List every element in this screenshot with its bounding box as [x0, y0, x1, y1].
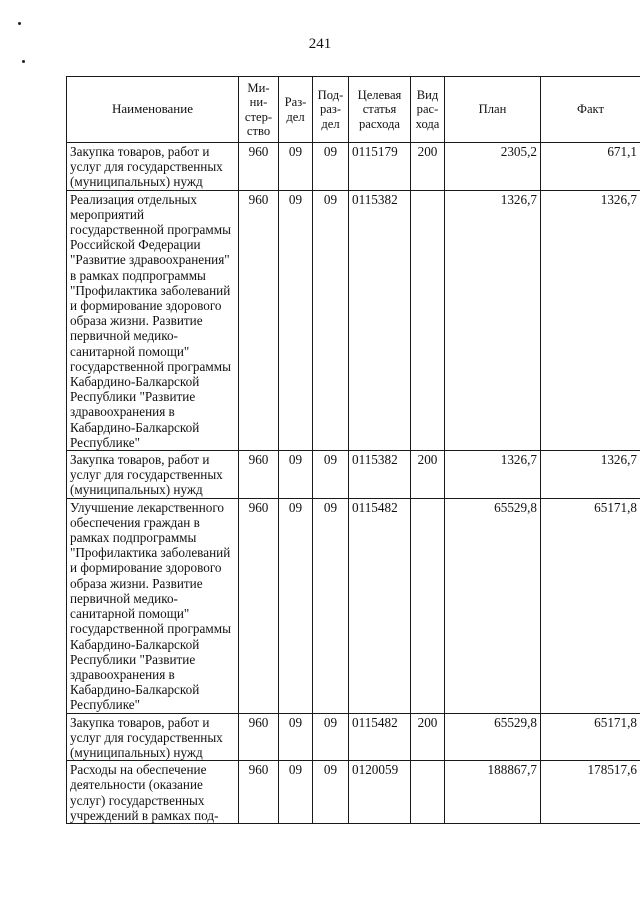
row-ministry: 960: [239, 761, 279, 824]
row-section: 09: [279, 498, 313, 713]
row-subsection: 09: [313, 713, 349, 761]
row-section: 09: [279, 190, 313, 450]
row-target: 0115382: [349, 190, 411, 450]
row-fact: 1326,7: [541, 451, 640, 499]
row-ministry: 960: [239, 143, 279, 191]
row-fact: 65171,8: [541, 713, 640, 761]
row-subsection: 09: [313, 190, 349, 450]
row-section: 09: [279, 143, 313, 191]
row-fact: 65171,8: [541, 498, 640, 713]
table-row: [67, 498, 640, 713]
row-ministry: 960: [239, 498, 279, 713]
row-ministry: 960: [239, 190, 279, 450]
row-target: 0115179: [349, 143, 411, 191]
row-subsection: 09: [313, 451, 349, 499]
row-plan: 1326,7: [445, 451, 541, 499]
row-expense-type: [411, 498, 445, 713]
row-name: Улучшение лекарственного обеспечения граждан в рамках подпрограммы "Профилактика заболеваний и формирование здорового образа жизни. Развитие первичной медико-санитарной помощи" государственной программы Кабардино-Балкарской Республики "Развитие здравоохранения в Кабардино-Балкарской Республике": [67, 498, 239, 713]
row-ministry: 960: [239, 713, 279, 761]
table-header-row: [67, 77, 640, 143]
page-number: 241: [308, 36, 332, 52]
row-expense-type: 200: [411, 143, 445, 191]
row-target: 0120059: [349, 761, 411, 824]
row-fact: 1326,7: [541, 190, 640, 450]
row-name: Закупка товаров, работ и услуг для государственных (муниципальных) нужд: [67, 143, 239, 191]
row-subsection: 09: [313, 761, 349, 824]
header-expense-type: Вид рас-хода: [411, 77, 445, 143]
row-section: 09: [279, 713, 313, 761]
row-target: 0115482: [349, 498, 411, 713]
row-subsection: 09: [313, 498, 349, 713]
row-target: 0115382: [349, 451, 411, 499]
table-row: [67, 761, 640, 824]
row-subsection: 09: [313, 143, 349, 191]
scan-mark: [22, 60, 25, 63]
row-section: 09: [279, 451, 313, 499]
row-name: Расходы на обеспечение деятельности (оказание услуг) государственных учреждений в рамках под-: [67, 761, 239, 824]
row-fact: 178517,6: [541, 761, 640, 824]
row-fact: 671,1: [541, 143, 640, 191]
row-expense-type: [411, 761, 445, 824]
row-name: Реализация отдельных мероприятий государственной программы Российской Федерации "Развитие здравоохранения" в рамках подпрограммы "Профилактика заболеваний и формирование здорового образа жизни. Развитие первичной медико-санитарной помощи" государственной программы Кабардино-Балкарской Республики "Развитие здравоохранения в Кабардино-Балкарской Республике": [67, 190, 239, 450]
row-plan: 188867,7: [445, 761, 541, 824]
row-ministry: 960: [239, 451, 279, 499]
row-plan: 2305,2: [445, 143, 541, 191]
header-name: Наименование: [67, 77, 239, 143]
row-plan: 65529,8: [445, 498, 541, 713]
row-expense-type: 200: [411, 713, 445, 761]
row-plan: 65529,8: [445, 713, 541, 761]
table-row: [67, 190, 640, 450]
row-expense-type: [411, 190, 445, 450]
row-target: 0115482: [349, 713, 411, 761]
row-plan: 1326,7: [445, 190, 541, 450]
header-fact: Факт: [541, 77, 640, 143]
row-section: 09: [279, 761, 313, 824]
row-name: Закупка товаров, работ и услуг для государственных (муниципальных) нужд: [67, 451, 239, 499]
header-subsection: Под-раз-дел: [313, 77, 349, 143]
row-expense-type: 200: [411, 451, 445, 499]
table-row: [67, 143, 640, 191]
table-row: [67, 451, 640, 499]
header-plan: План: [445, 77, 541, 143]
budget-table: [66, 76, 640, 824]
row-name: Закупка товаров, работ и услуг для государственных (муниципальных) нужд: [67, 713, 239, 761]
header-section: Раз-дел: [279, 77, 313, 143]
scan-mark: [18, 22, 21, 25]
header-ministry: Ми-ни-стер-ство: [239, 77, 279, 143]
table-row: [67, 713, 640, 761]
header-target: Целевая статья расхода: [349, 77, 411, 143]
